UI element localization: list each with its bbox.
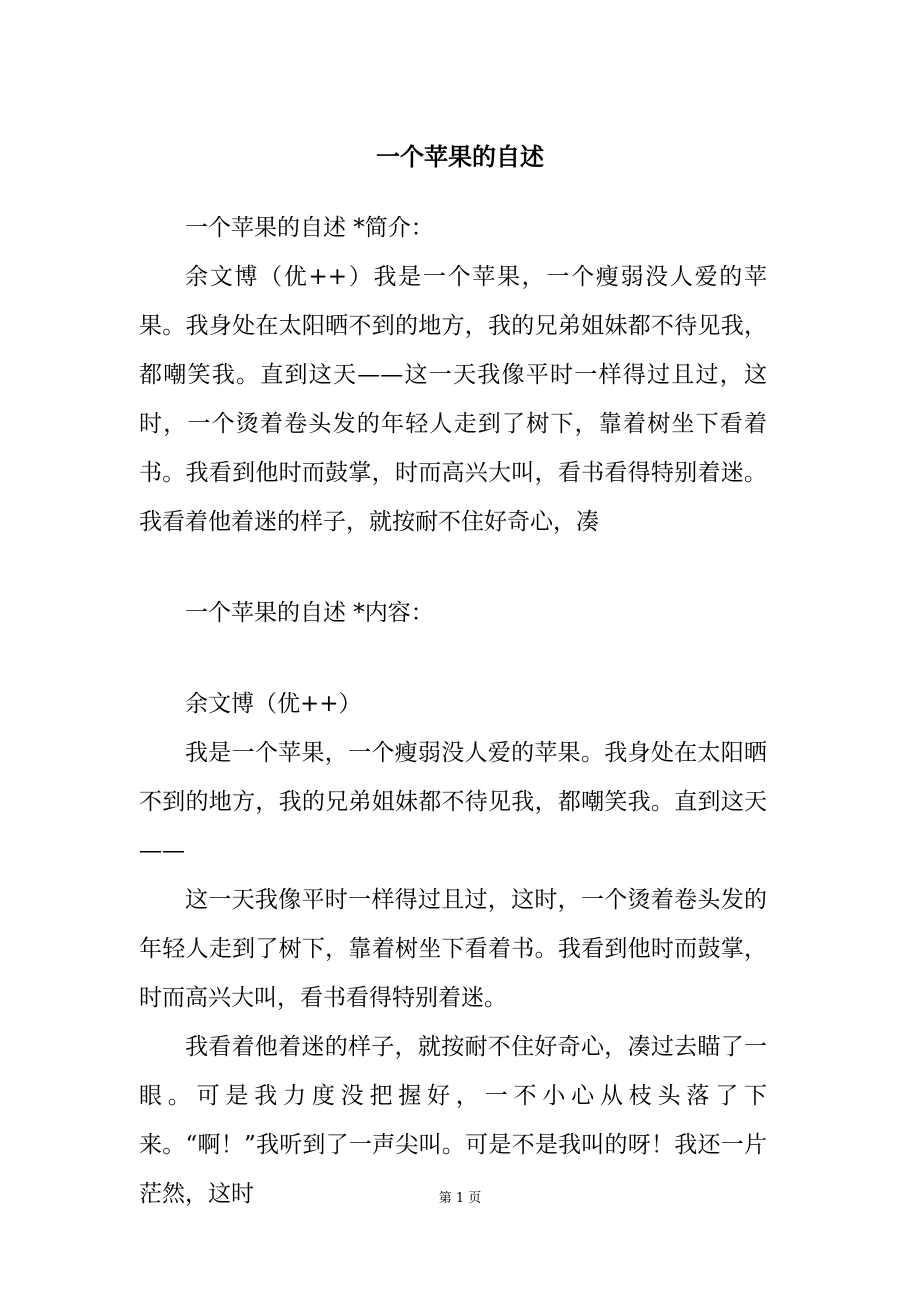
- content-paragraph: 我是一个苹果，一个瘦弱没人爱的苹果。我身处在太阳晒不到的地方，我的兄弟姐妹都不待见我，都嘲笑我。直到这天——: [139, 740, 767, 864]
- content-paragraph: 这一天我像平时一样得过且过，这时，一个烫着卷头发的年轻人走到了树下，靠着树坐下看着书。我看到他时而鼓掌，时而高兴大叫，看书看得特别着迷。: [139, 887, 767, 1011]
- summary-paragraph: 余文博（优++）我是一个苹果，一个瘦弱没人爱的苹果。我身处在太阳晒不到的地方，我的兄弟姐妹都不待见我，都嘲笑我。直到这天——这一天我像平时一样得过且过，这时，一个烫着卷头发的年轻人走到了树下，靠着树坐下看着书。我看到他时而鼓掌，时而高兴大叫，看书看得特别着迷。我看着他着迷的样子，就按耐不住好奇心，凑: [139, 264, 767, 535]
- summary-heading: 一个苹果的自述 *简介：: [185, 215, 434, 241]
- document-body: [139, 204, 767, 1219]
- content-heading: 一个苹果的自述 *内容：: [185, 600, 434, 626]
- author-line: 余文博（优++）: [185, 691, 362, 717]
- document-title: 一个苹果的自述: [376, 143, 544, 171]
- content-paragraph: 我看着他着迷的样子，就按耐不住好奇心，凑过去瞄了一眼。可是我力度没把握好，一不小心从枝头落了下来。“啊！”我听到了一声尖叫。可是不是我叫的呀！我还一片茫然，这时: [139, 1034, 767, 1207]
- spacer: [139, 638, 767, 680]
- page-number: 第 1 页: [438, 1191, 482, 1206]
- spacer: [139, 547, 767, 589]
